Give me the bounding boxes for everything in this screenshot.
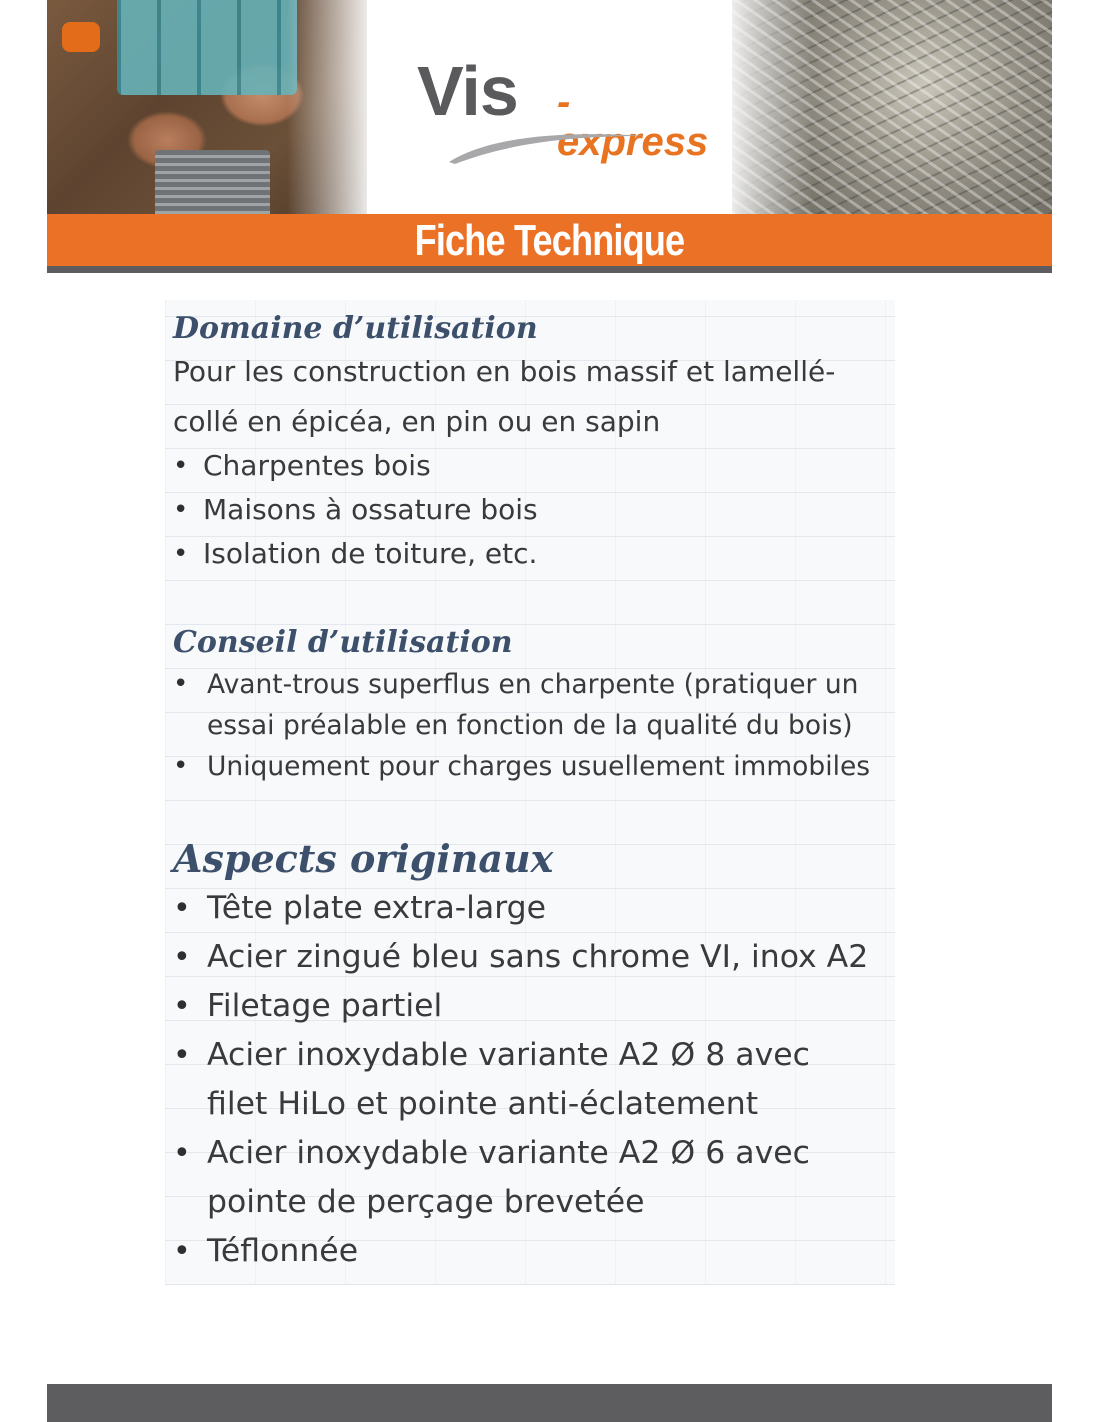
section-domaine xyxy=(173,311,895,576)
list-item-line: Uniquement pour charges usuellement immobiles xyxy=(207,751,871,782)
header xyxy=(47,0,1052,214)
section-title-aspects: Aspects originaux xyxy=(173,836,554,881)
list-item-line: Acier inoxydable variante A2 Ø 8 avec xyxy=(207,1037,810,1073)
list-item xyxy=(173,1227,895,1276)
list-item-line: Tête plate extra-large xyxy=(207,890,546,926)
section-conseil xyxy=(173,625,895,787)
domaine-list xyxy=(173,444,895,576)
logo-swoosh-icon xyxy=(447,126,647,166)
page-title: Fiche Technique xyxy=(414,216,685,265)
list-item-line: Acier inoxydable variante A2 Ø 6 avec xyxy=(207,1135,810,1171)
list-item-line: filet HiLo et pointe anti-éclatement xyxy=(207,1086,759,1122)
footer-bar xyxy=(47,1384,1052,1422)
list-item-line: essai préalable en fonction de la qualité du bois) xyxy=(207,710,853,741)
list-item-line: Avant-trous superflus en charpente (pratiquer un xyxy=(207,669,859,700)
conseil-list xyxy=(173,664,895,787)
list-item xyxy=(173,933,895,982)
list-item xyxy=(173,982,895,1031)
list-item-line: Filetage partiel xyxy=(207,988,443,1024)
tape-measure-image xyxy=(62,22,100,52)
screw-tray-image xyxy=(117,0,297,95)
aspects-list xyxy=(173,884,895,1276)
logo-express-text: -express xyxy=(557,80,709,164)
list-item xyxy=(173,1129,895,1227)
section-aspects xyxy=(173,836,895,1276)
list-item xyxy=(173,1031,895,1129)
logo xyxy=(417,52,717,166)
list-item xyxy=(173,746,895,787)
title-banner xyxy=(47,214,1052,273)
list-item: • Isolation de toiture, etc. xyxy=(173,532,895,576)
list-item-line: Téflonnée xyxy=(207,1233,359,1269)
spec-sheet-content xyxy=(165,300,895,1285)
list-item: • Maisons à ossature bois xyxy=(173,488,895,532)
section-title-domaine: Domaine d’utilisation xyxy=(173,311,538,346)
list-item-line: Acier zingué bleu sans chrome VI, inox A2 xyxy=(207,939,869,975)
intro-line-1: Pour les construction en bois massif et lamellé- xyxy=(173,355,836,388)
intro-line-2: collé en épicéa, en pin ou en sapin xyxy=(173,405,661,438)
list-item: • Charpentes bois xyxy=(173,444,895,488)
photo-fade-right xyxy=(722,0,812,214)
section-title-conseil: Conseil d’utilisation xyxy=(173,625,513,660)
photo-fade-left xyxy=(287,0,377,214)
logo-vis-text: Vis xyxy=(417,52,518,130)
list-item xyxy=(173,884,895,933)
list-item-line: pointe de perçage brevetée xyxy=(207,1184,645,1220)
list-item xyxy=(173,664,895,746)
nail-box-image xyxy=(155,150,270,214)
